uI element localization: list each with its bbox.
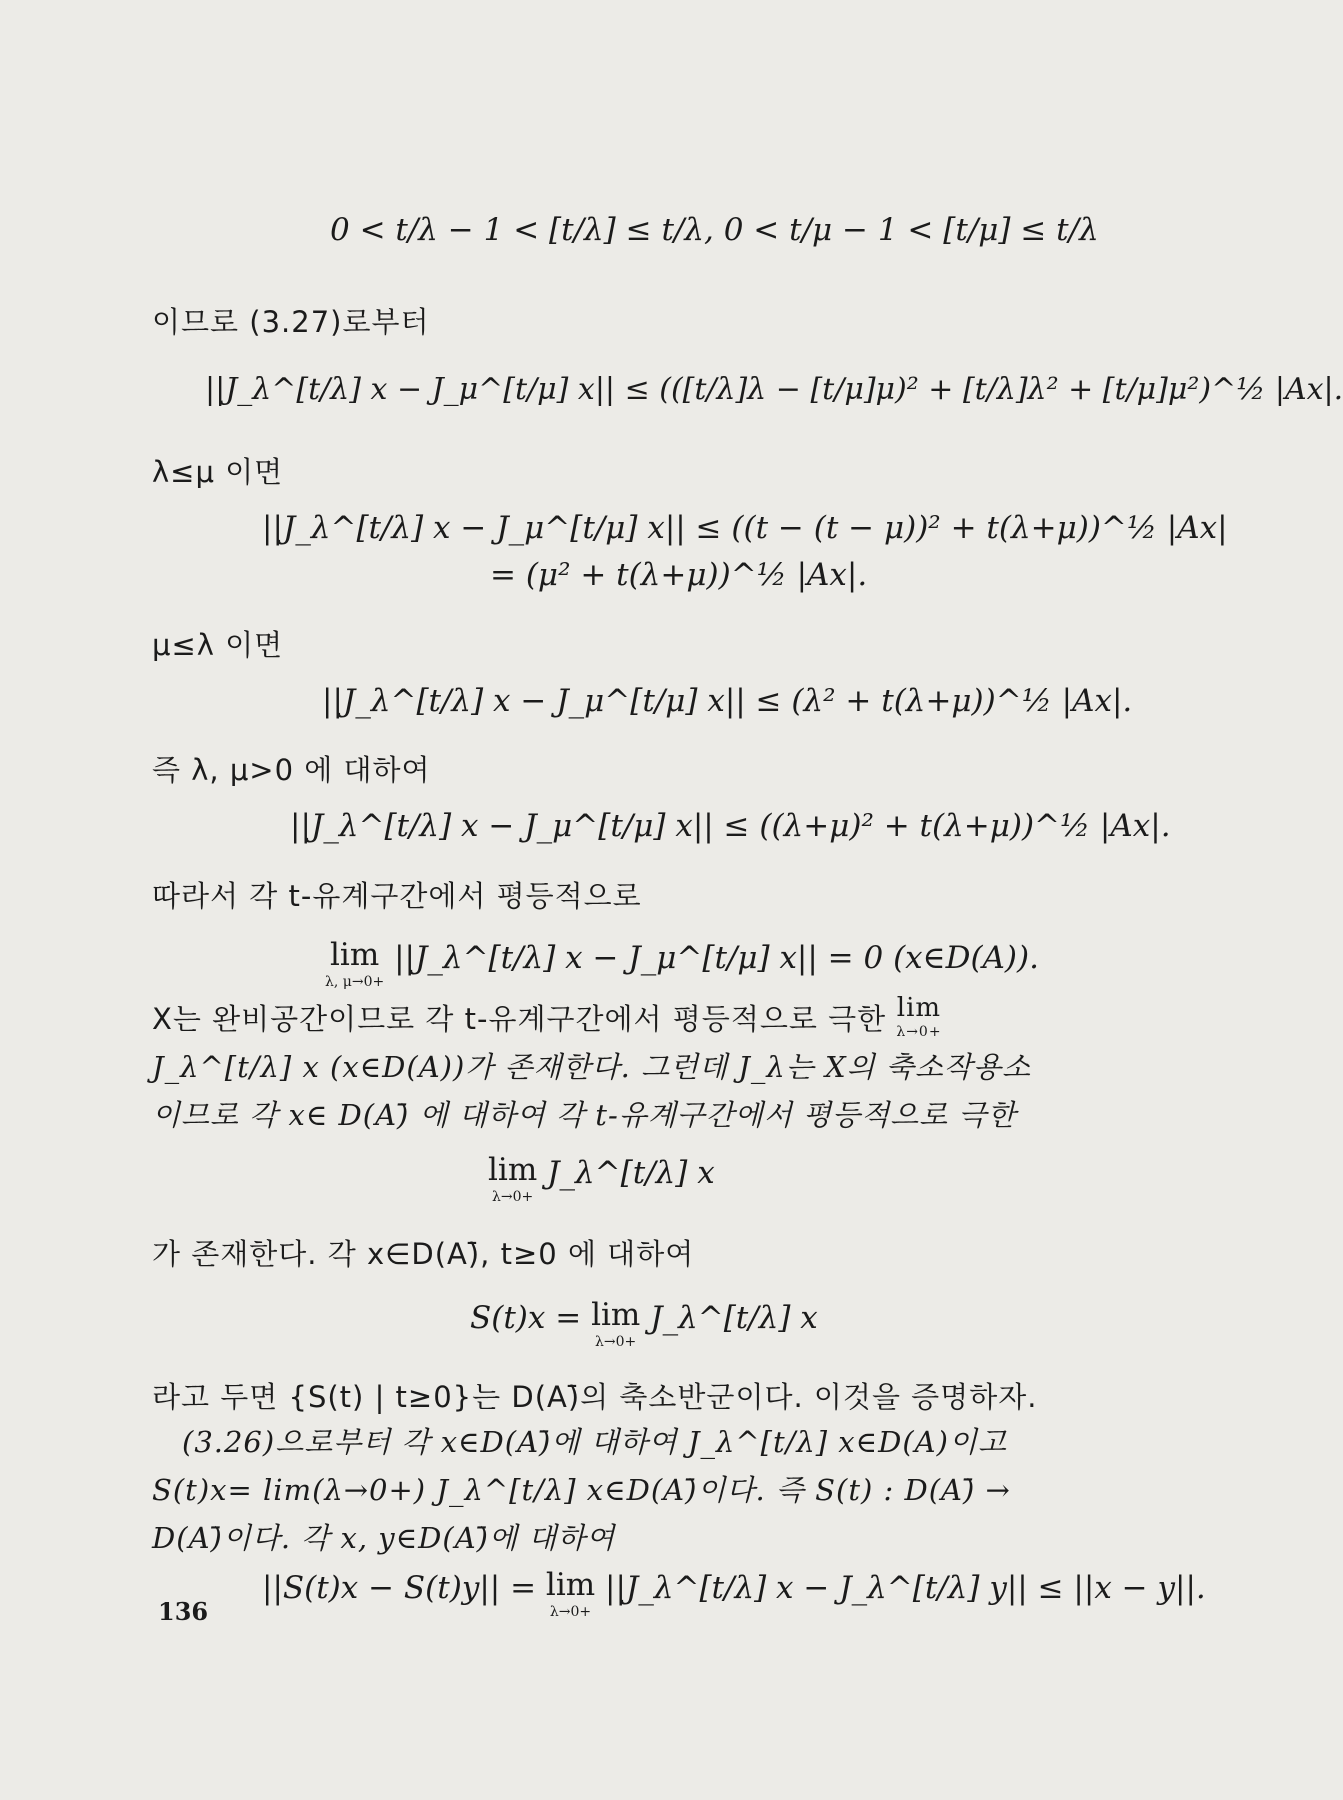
text-uniformly: 따라서 각 t-유계구간에서 평등적으로: [152, 879, 642, 913]
limit-operator: lim λ→0+: [896, 993, 942, 1040]
equation-3: ||J_λ^[t/λ] x − J_μ^[t/μ] x|| ≤ (λ² + t(λ+μ))^½ |Ax|.: [322, 683, 1133, 719]
text-semigroup-def: 라고 두면 {S(t) | t≥0}는 D(A)̄의 축소반군이다. 이것을 증명하자.: [152, 1380, 1038, 1414]
equation-inequality: 0 < t/λ − 1 < [t/λ] ≤ t/λ, 0 < t/μ − 1 < [t/μ] ≤ t/λ: [330, 212, 1099, 248]
text-case-mu-le-lambda: μ≤λ 이면: [152, 628, 284, 662]
text-case-lambda-le-mu: λ≤μ 이면: [152, 455, 284, 489]
equation-8: ||S(t)x − S(t)y|| = lim λ→0+ ||J_λ^[t/λ] x − J_λ^[t/λ] y|| ≤ ||x − y||.: [262, 1567, 1206, 1620]
equation-2a: ||J_λ^[t/λ] x − J_μ^[t/μ] x|| ≤ ((t − (t − μ))² + t(λ+μ))^½ |Ax|: [262, 510, 1228, 546]
equation-2b: = (μ² + t(λ+μ))^½ |Ax|.: [490, 557, 868, 593]
paragraph-proof: (3.26)으로부터 각 x∈D(A)̄에 대하여 J_λ^[t/λ] x∈D(A)이고 S(t)x= lim(λ→0+) J_λ^[t/λ] x∈D(A)̄이다. 즉 S(t) : D(A)̄ → D(A)̄이다. 각 x, y∈D(A)̄에 대하여: [152, 1425, 1011, 1555]
limit-operator: lim λ→0+: [545, 1567, 596, 1620]
equation-1: ||J_λ^[t/λ] x − J_μ^[t/μ] x|| ≤ (([t/λ]λ − [t/μ]μ)² + [t/λ]λ² + [t/μ]μ²)^½ |Ax|.: [205, 372, 1343, 407]
text-case-positive: 즉 λ, μ>0 에 대하여: [152, 753, 431, 787]
equation-4: ||J_λ^[t/λ] x − J_μ^[t/μ] x|| ≤ ((λ+μ)² + t(λ+μ))^½ |Ax|.: [290, 808, 1171, 844]
limit-operator: lim λ→0+: [591, 1297, 641, 1350]
limit-operator: lim λ, μ→0+: [325, 937, 385, 990]
page-number: 136: [158, 1597, 209, 1626]
text-exists: 가 존재한다. 각 x∈D(A)̄, t≥0 에 대하여: [152, 1237, 695, 1271]
equation-5: lim λ, μ→0+ ||J_λ^[t/λ] x − J_μ^[t/μ] x|| = 0 (x∈D(A)).: [325, 937, 1039, 990]
paragraph-completeness: X는 완비공간이므로 각 t-유계구간에서 평등적으로 극한 lim λ→0+ J_λ^[t/λ] x (x∈D(A))가 존재한다. 그런데 J_λ는 X의 축소작용소이므로 각 x∈ D(A)̄ 에 대하여 각 t-유계구간에서 평등적으로 극한: [152, 993, 1031, 1132]
limit-operator: lim λ→0+: [488, 1152, 538, 1205]
equation-7: S(t)x = lim λ→0+ J_λ^[t/λ] x: [470, 1297, 818, 1350]
equation-6: lim λ→0+ J_λ^[t/λ] x: [488, 1152, 715, 1205]
text-intro: 이므로 (3.27)로부터: [152, 305, 430, 339]
